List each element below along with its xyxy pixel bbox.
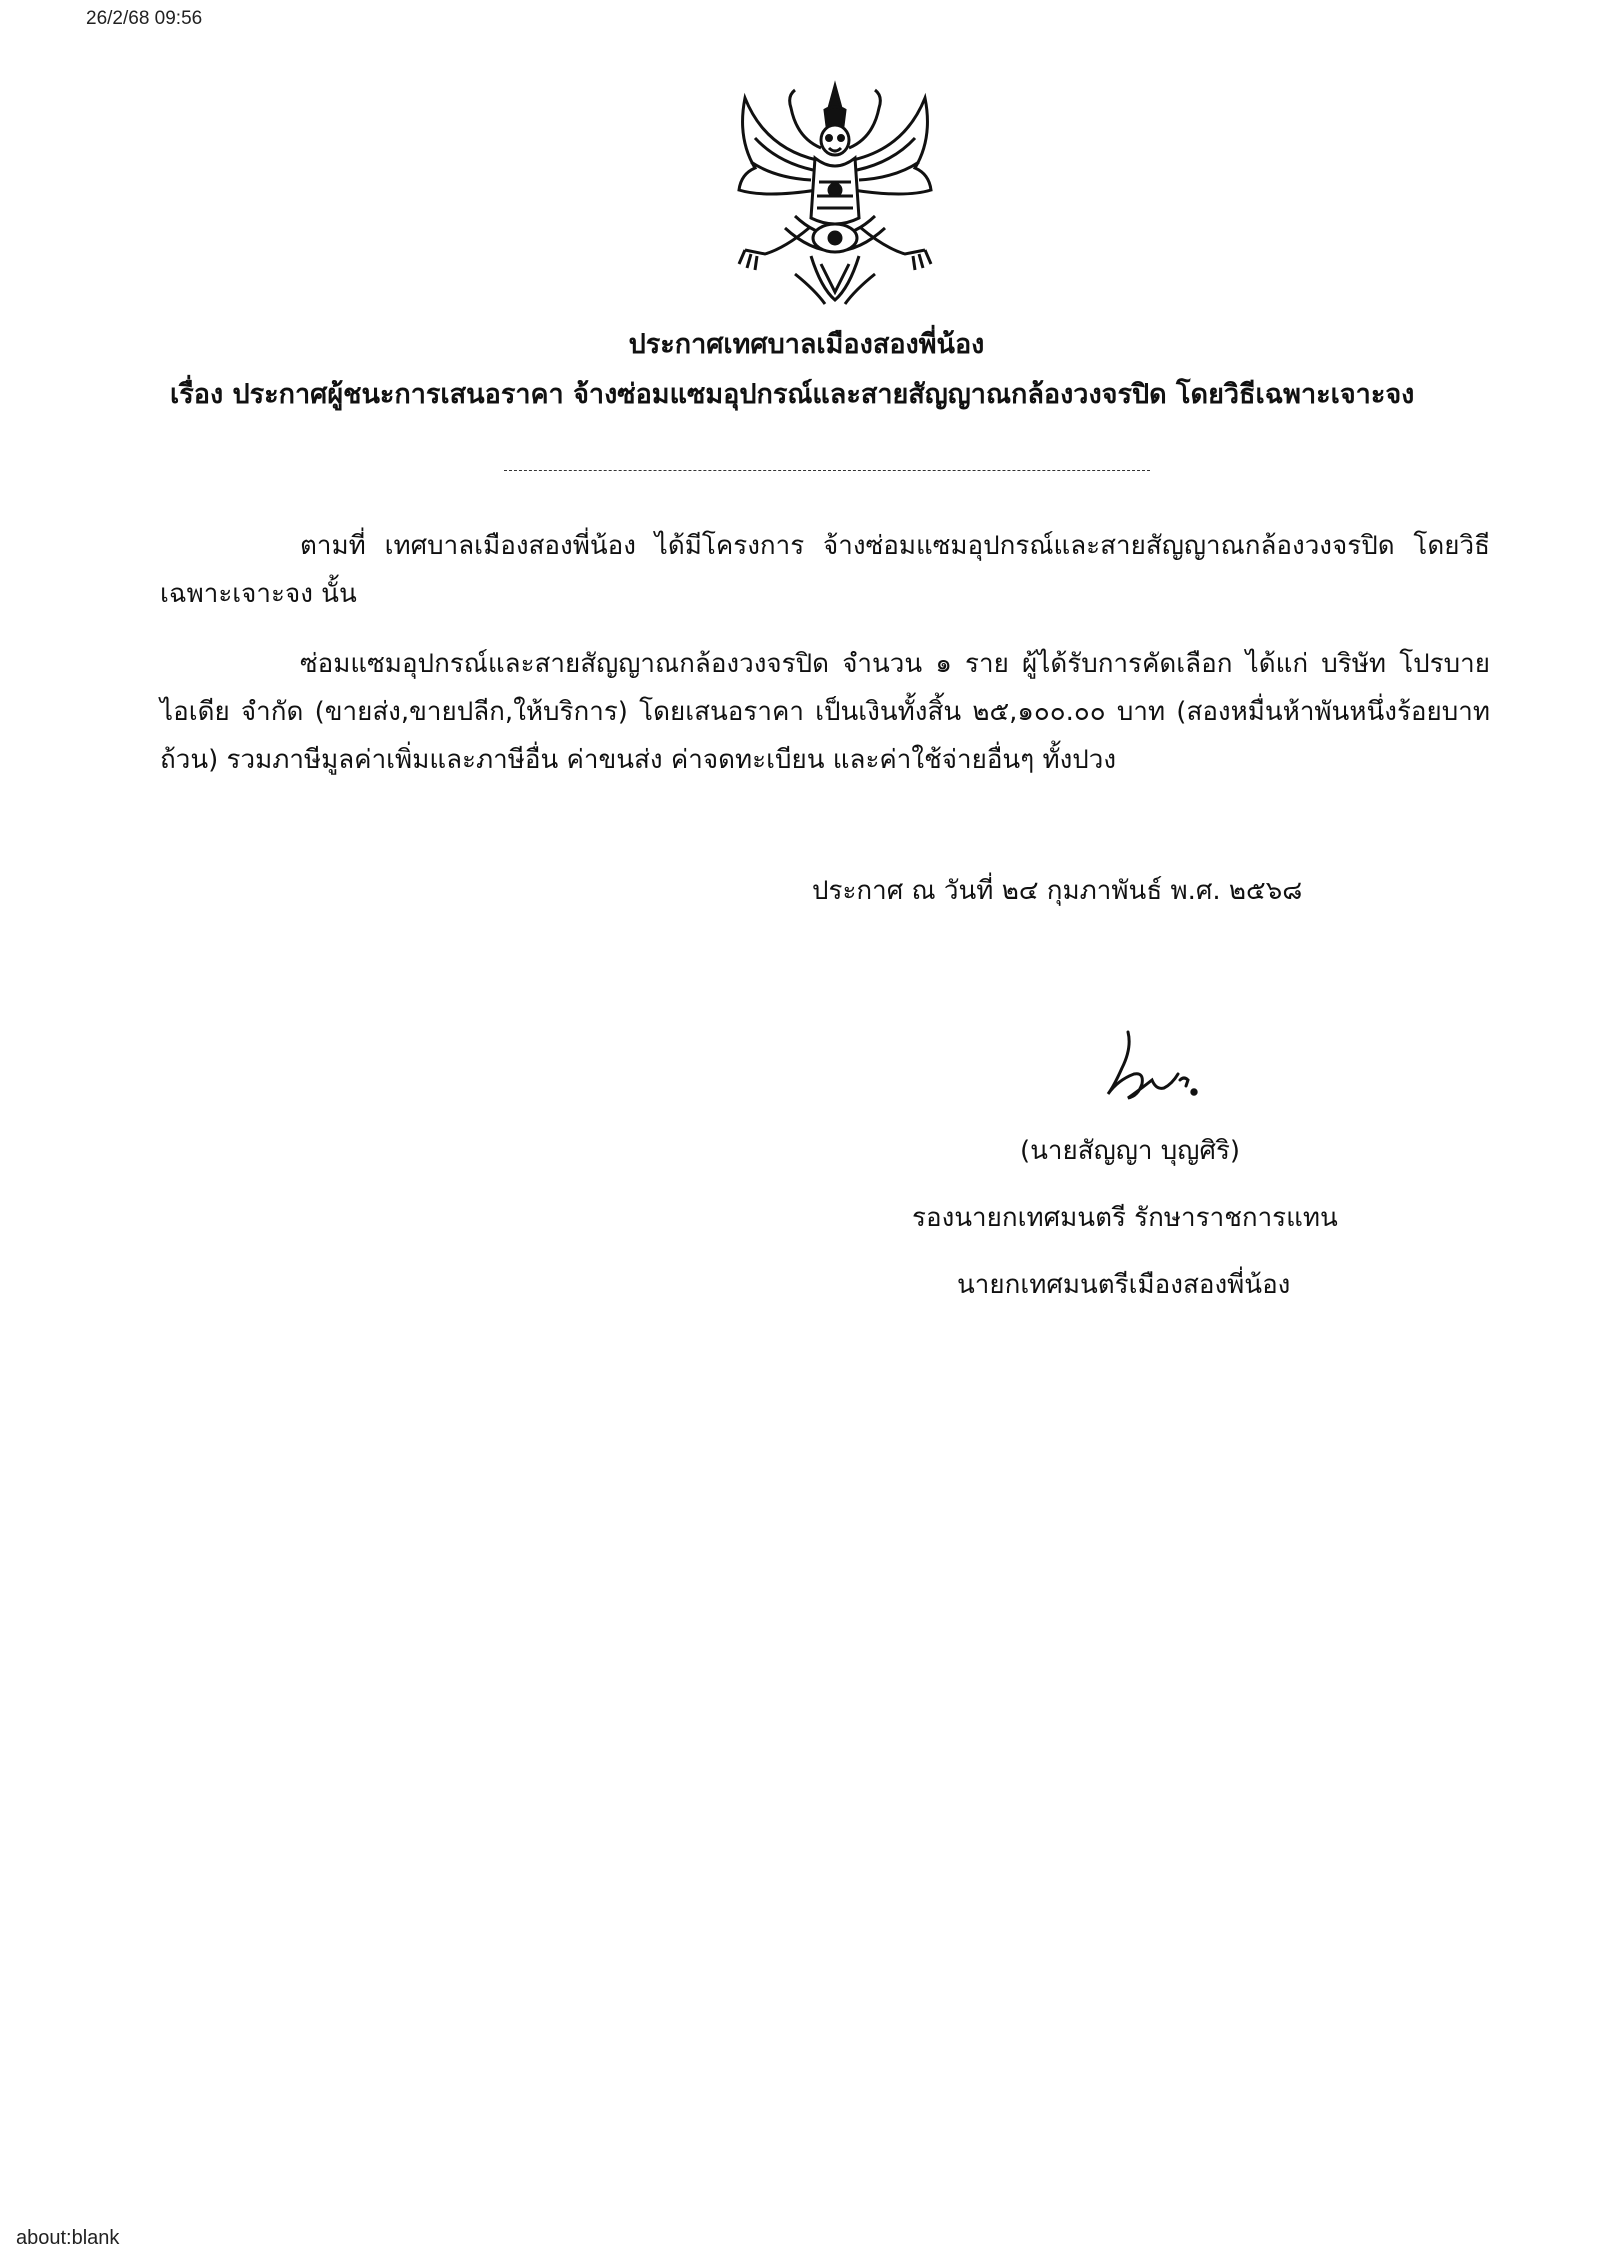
print-timestamp: 26/2/68 09:56 (86, 8, 203, 29)
divider (504, 470, 1150, 471)
handwritten-signature (1098, 1028, 1238, 1110)
paragraph-winner (160, 640, 1490, 784)
signatory-position-line2: นายกเทศมนตรีเมืองสองพี่น้อง (957, 1270, 1291, 1300)
paragraph-intro-text: ตามที่ เทศบาลเมืองสองพี่น้อง ได้มีโครงการ จ้างซ่อมแซมอุปกรณ์และสายสัญญาณกล้องวงจรปิด โดยวิธีเฉพาะเจาะจง นั้น (160, 531, 1490, 609)
signatory-name: (นายสัญญา บุญศิริ) (1020, 1136, 1241, 1166)
announcement-date: ประกาศ ณ วันที่ ๒๔ กุมภาพันธ์ พ.ศ. ๒๕๖๘ (812, 876, 1303, 906)
signatory-position: รองนายกเทศมนตรี รักษาราชการแทน (912, 1203, 1338, 1233)
paragraph-intro (160, 522, 1490, 618)
paragraph-winner-text: ซ่อมแซมอุปกรณ์และสายสัญญาณกล้องวงจรปิด จำนวน ๑ ราย ผู้ได้รับการคัดเลือก ได้แก่ บริษัท โปรบาย ไอเดีย จำกัด (ขายส่ง,ขายปลีก,ให้บริการ) โดยเสนอราคา เป็นเงินทั้งสิ้น ๒๕,๑๐๐.๐๐ บาท (สองหมื่นห้าพันหนึ่งร้อยบาทถ้วน) รวมภาษีมูลค่าเพิ่มและภาษีอื่น ค่าขนส่ง ค่าจดทะเบียน และค่าใช้จ่ายอื่นๆ ทั้งปวง (160, 649, 1490, 775)
footer-url: about:blank (16, 2227, 120, 2249)
announcement-subject: เรื่อง ประกาศผู้ชนะการเสนอราคา จ้างซ่อมแซมอุปกรณ์และสายสัญญาณกล้องวงจรปิด โดยวิธีเฉพาะเจาะจง (170, 379, 1415, 410)
announcement-title: ประกาศเทศบาลเมืองสองพี่น้อง (628, 329, 985, 360)
garuda-emblem-icon (724, 78, 946, 310)
